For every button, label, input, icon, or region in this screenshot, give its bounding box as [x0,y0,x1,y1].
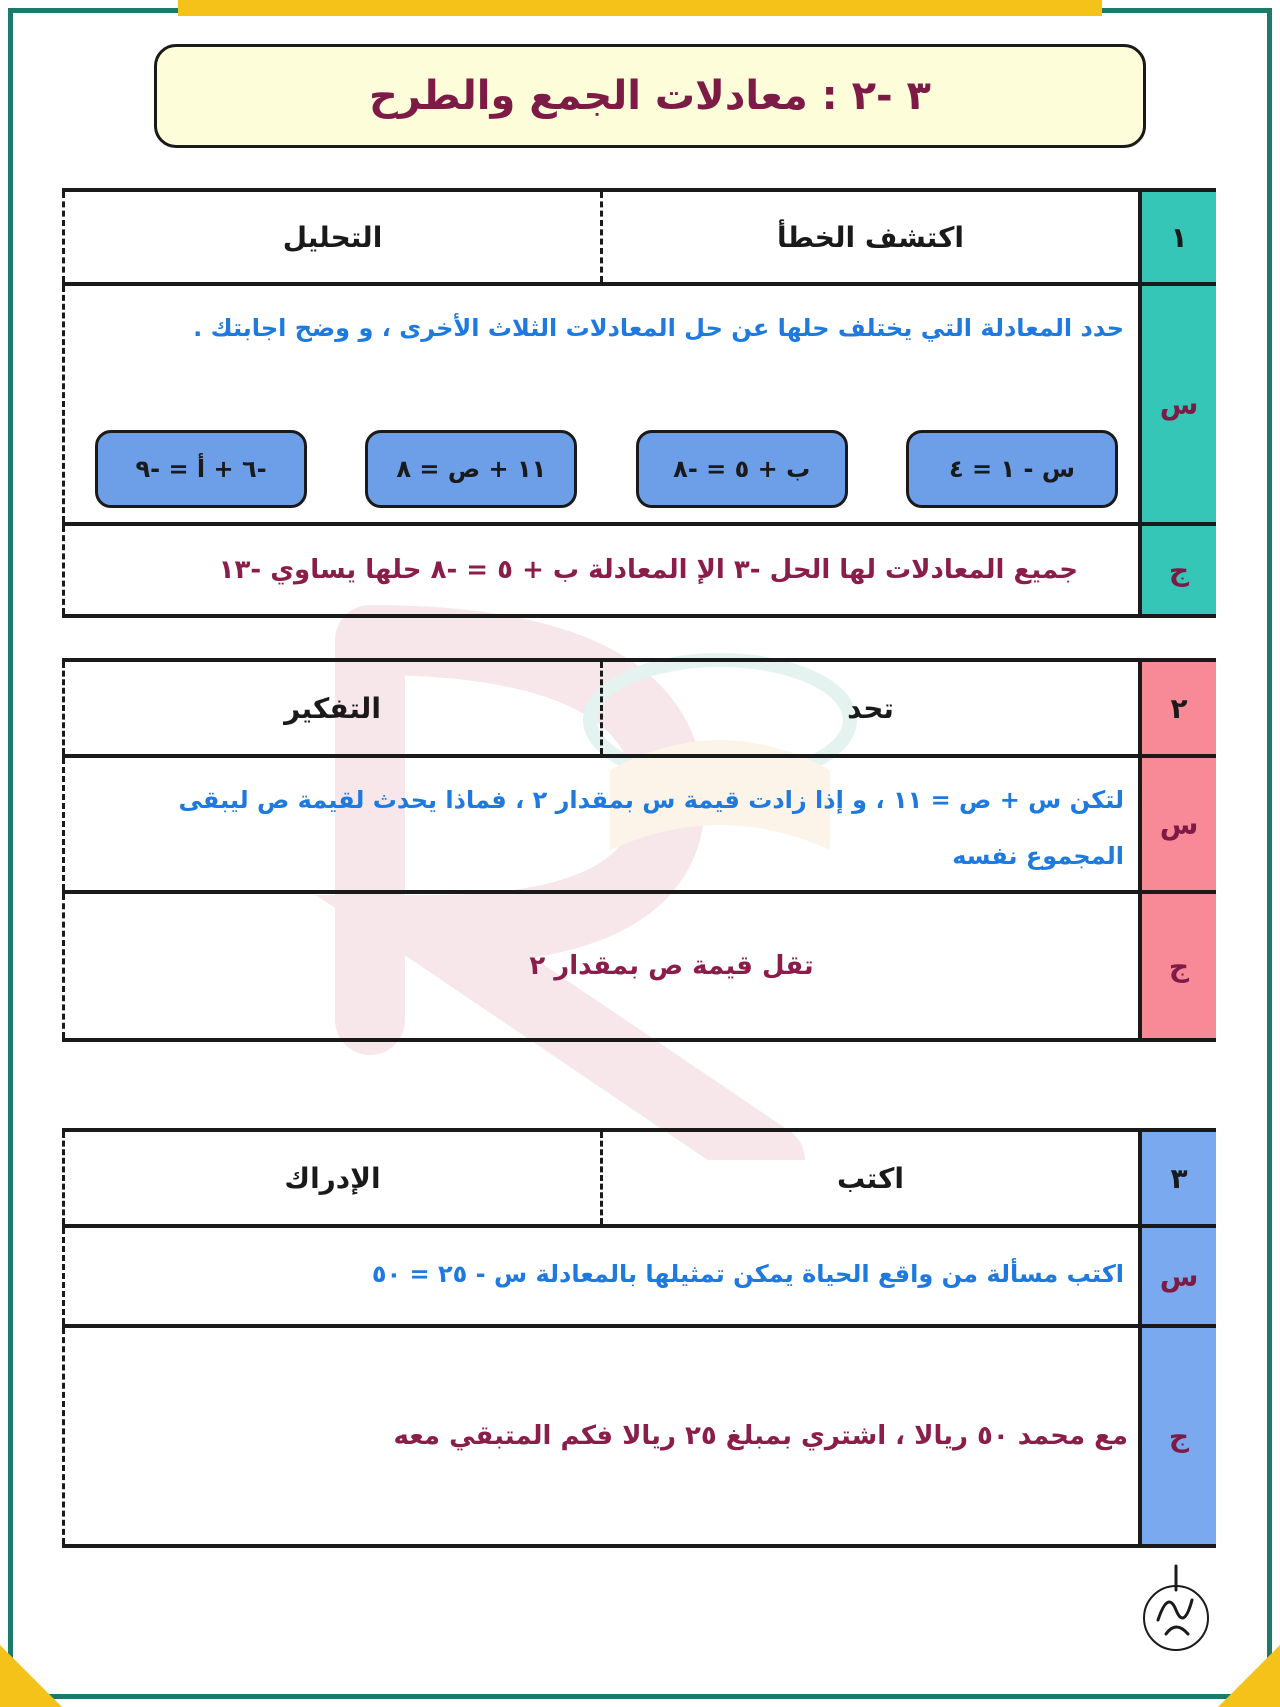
section-2-category: التفكير [65,662,603,754]
section-2-header-row [62,658,1216,754]
section-3-answer-row [62,1324,1216,1548]
section-3-skill: اكتب [837,1161,904,1195]
section-1-answer-label: ج [1138,526,1216,614]
section-2-answer: تقل قيمة ص بمقدار ٢ [529,951,814,981]
section-3 [62,1128,1216,1548]
section-1-skill: اكتشف الخطأ [777,220,964,254]
section-3-number: ٣ [1138,1132,1216,1224]
section-2-skill: تحد [847,691,894,725]
section-3-answer-label: ج [1138,1328,1216,1544]
equation-pill: ب + ٥ = -٨ [636,430,848,508]
equation-pill: -٦ + أ = -٩ [95,430,307,508]
section-2-question-label: س [1138,758,1216,890]
section-2-question-row [62,754,1216,890]
page-title: ٣ -٢ : معادلات الجمع والطرح [369,73,931,119]
signature-seal-icon [1138,1560,1214,1656]
corner-decoration-left [0,1645,62,1707]
title-banner [154,44,1146,148]
section-1-header-row [62,188,1216,282]
top-accent-bar [178,0,1102,16]
section-1-question: حدد المعادلة التي يختلف حلها عن حل المعادلات الثلاث الأخرى ، و وضح اجابتك . [193,314,1124,342]
section-1-category: التحليل [65,192,603,282]
section-3-question: اكتب مسألة من واقع الحياة يمكن تمثيلها بالمعادلة س - ٢٥ = ٥٠ [371,1260,1124,1288]
section-2-answer-row [62,890,1216,1042]
section-2 [62,658,1216,1042]
section-1-answer-row [62,522,1216,618]
section-2-answer-label: ج [1138,894,1216,1038]
section-1 [62,188,1216,618]
section-3-question-label: س [1138,1228,1216,1324]
section-1-question-row [62,282,1216,522]
section-3-header-row [62,1128,1216,1224]
section-1-answer: جميع المعادلات لها الحل -٣ الإ المعادلة ب + ٥ = -٨ حلها يساوي -١٣ [218,555,1078,585]
section-1-question-label: س [1138,286,1216,522]
section-2-question: لتكن س + ص = ١١ ، و إذا زادت قيمة س بمقدار ٢ ، فماذا يحدث لقيمة ص ليبقى المجموع نفسه [178,786,1124,870]
section-2-number: ٢ [1138,662,1216,754]
corner-decoration-right [1218,1645,1280,1707]
section-1-number: ١ [1138,192,1216,282]
equation-pill: س - ١ = ٤ [906,430,1118,508]
section-3-question-row [62,1224,1216,1324]
equation-pill: ١١ + ص = ٨ [365,430,577,508]
section-3-category: الإدراك [65,1132,603,1224]
section-3-answer: مع محمد ٥٠ ريالا ، اشتري بمبلغ ٢٥ ريالا فكم المتبقي معه [393,1421,1128,1451]
